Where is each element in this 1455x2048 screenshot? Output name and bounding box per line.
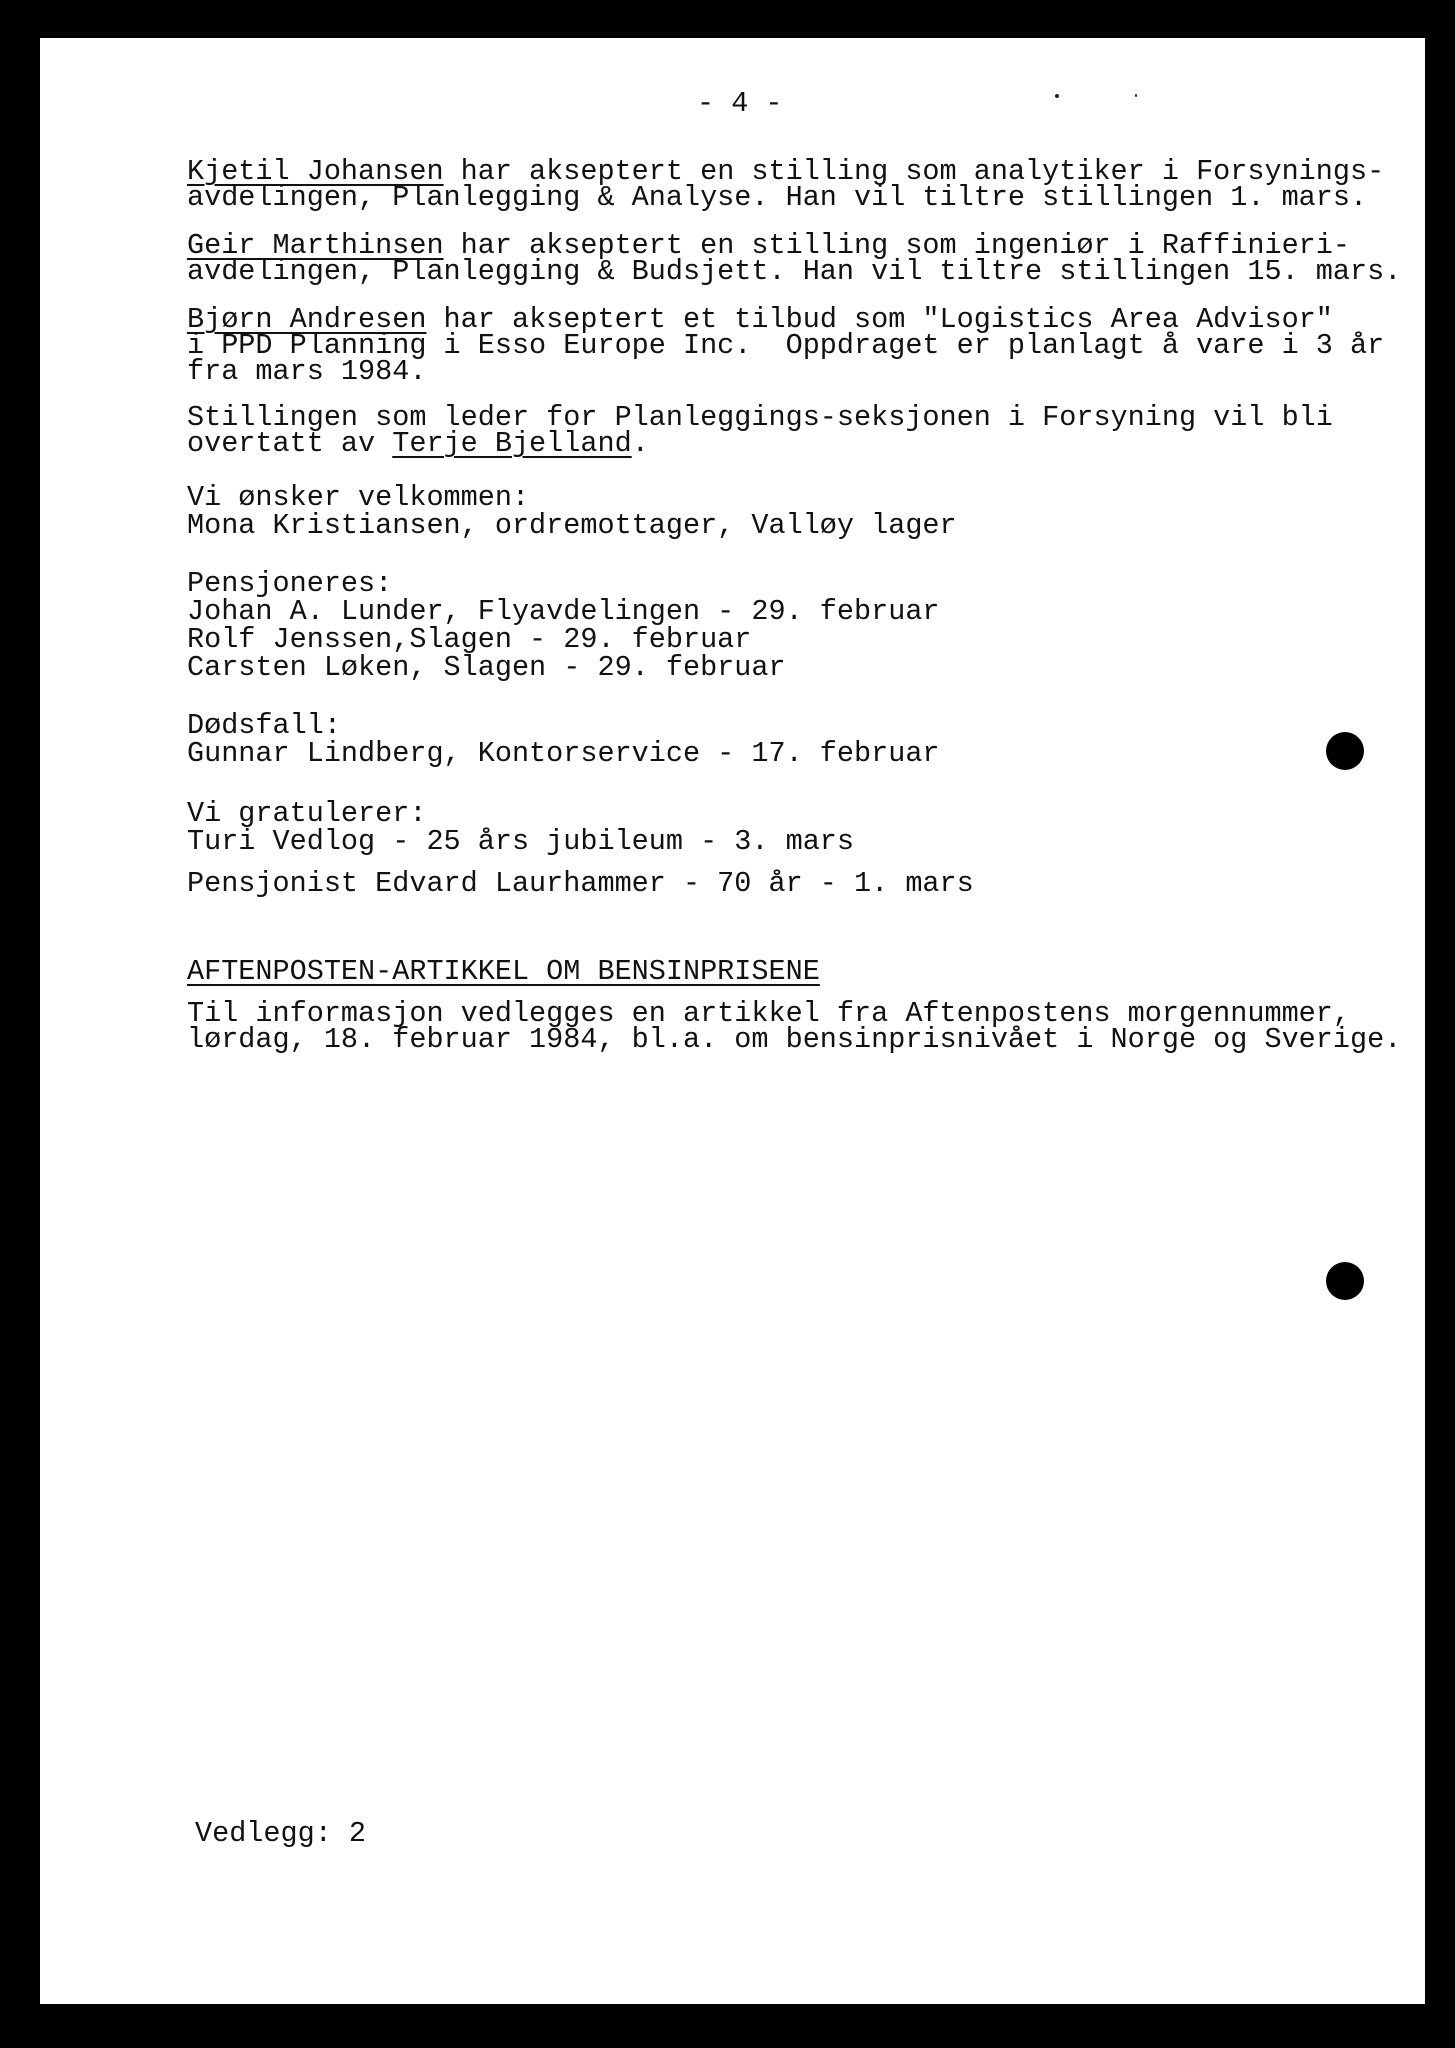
section-heading: Vi gratulerer: <box>187 797 427 830</box>
list-item: Rolf Jenssen,Slagen - 29. februar <box>187 623 752 656</box>
paragraph-line: Kjetil Johansen har akseptert en stilling som analytiker i Forsynings- <box>187 155 1385 188</box>
document-page <box>40 38 1425 2004</box>
page-number: - 4 - <box>697 87 783 120</box>
section-heading: Pensjoneres: <box>187 567 393 600</box>
paragraph-line: avdelingen, Planlegging & Budsjett. Han vil tiltre stillingen 15. mars. <box>187 255 1402 288</box>
punch-hole-upper <box>1326 732 1364 770</box>
list-item: Johan A. Lunder, Flyavdelingen - 29. februar <box>187 595 940 628</box>
paragraph-line: overtatt av Terje Bjelland. <box>187 427 649 460</box>
attachments-note: Vedlegg: 2 <box>195 1817 367 1850</box>
list-item: Gunnar Lindberg, Kontorservice - 17. februar <box>187 737 940 770</box>
article-heading: AFTENPOSTEN-ARTIKKEL OM BENSINPRISENE <box>187 955 820 988</box>
paragraph-line: i PPD Planning i Esso Europe Inc. Oppdraget er planlagt å vare i 3 år <box>187 329 1385 362</box>
person-name: Terje Bjelland <box>392 427 632 460</box>
paragraph-line: fra mars 1984. <box>187 355 427 388</box>
article-line: Til informasjon vedlegges en artikkel fra Aftenpostens morgennummer, <box>187 997 1350 1030</box>
paragraph-line: avdelingen, Planlegging & Analyse. Han vil tiltre stillingen 1. mars. <box>187 181 1368 214</box>
section-heading: Dødsfall: <box>187 709 341 742</box>
list-item: Mona Kristiansen, ordremottager, Valløy lager <box>187 509 957 542</box>
paragraph-line: Bjørn Andresen har akseptert et tilbud som "Logistics Area Advisor" <box>187 303 1333 336</box>
scan-speck <box>1055 94 1059 98</box>
person-name: Geir Marthinsen <box>187 229 444 262</box>
paragraph-line: Stillingen som leder for Planleggings-seksjonen i Forsyning vil bli <box>187 401 1333 434</box>
list-item: Turi Vedlog - 25 års jubileum - 3. mars <box>187 825 855 858</box>
punch-hole-lower <box>1326 1262 1364 1300</box>
list-item: Pensjonist Edvard Laurhammer - 70 år - 1. mars <box>187 867 974 900</box>
list-item: Carsten Løken, Slagen - 29. februar <box>187 651 786 684</box>
person-name: Bjørn Andresen <box>187 303 427 336</box>
article-line: lørdag, 18. februar 1984, bl.a. om bensinprisnivået i Norge og Sverige. <box>187 1023 1402 1056</box>
section-heading: Vi ønsker velkommen: <box>187 481 530 514</box>
person-name: Kjetil Johansen <box>187 155 444 188</box>
paragraph-line: Geir Marthinsen har akseptert en stilling som ingeniør i Raffinieri- <box>187 229 1350 262</box>
scan-speck <box>1135 94 1137 97</box>
